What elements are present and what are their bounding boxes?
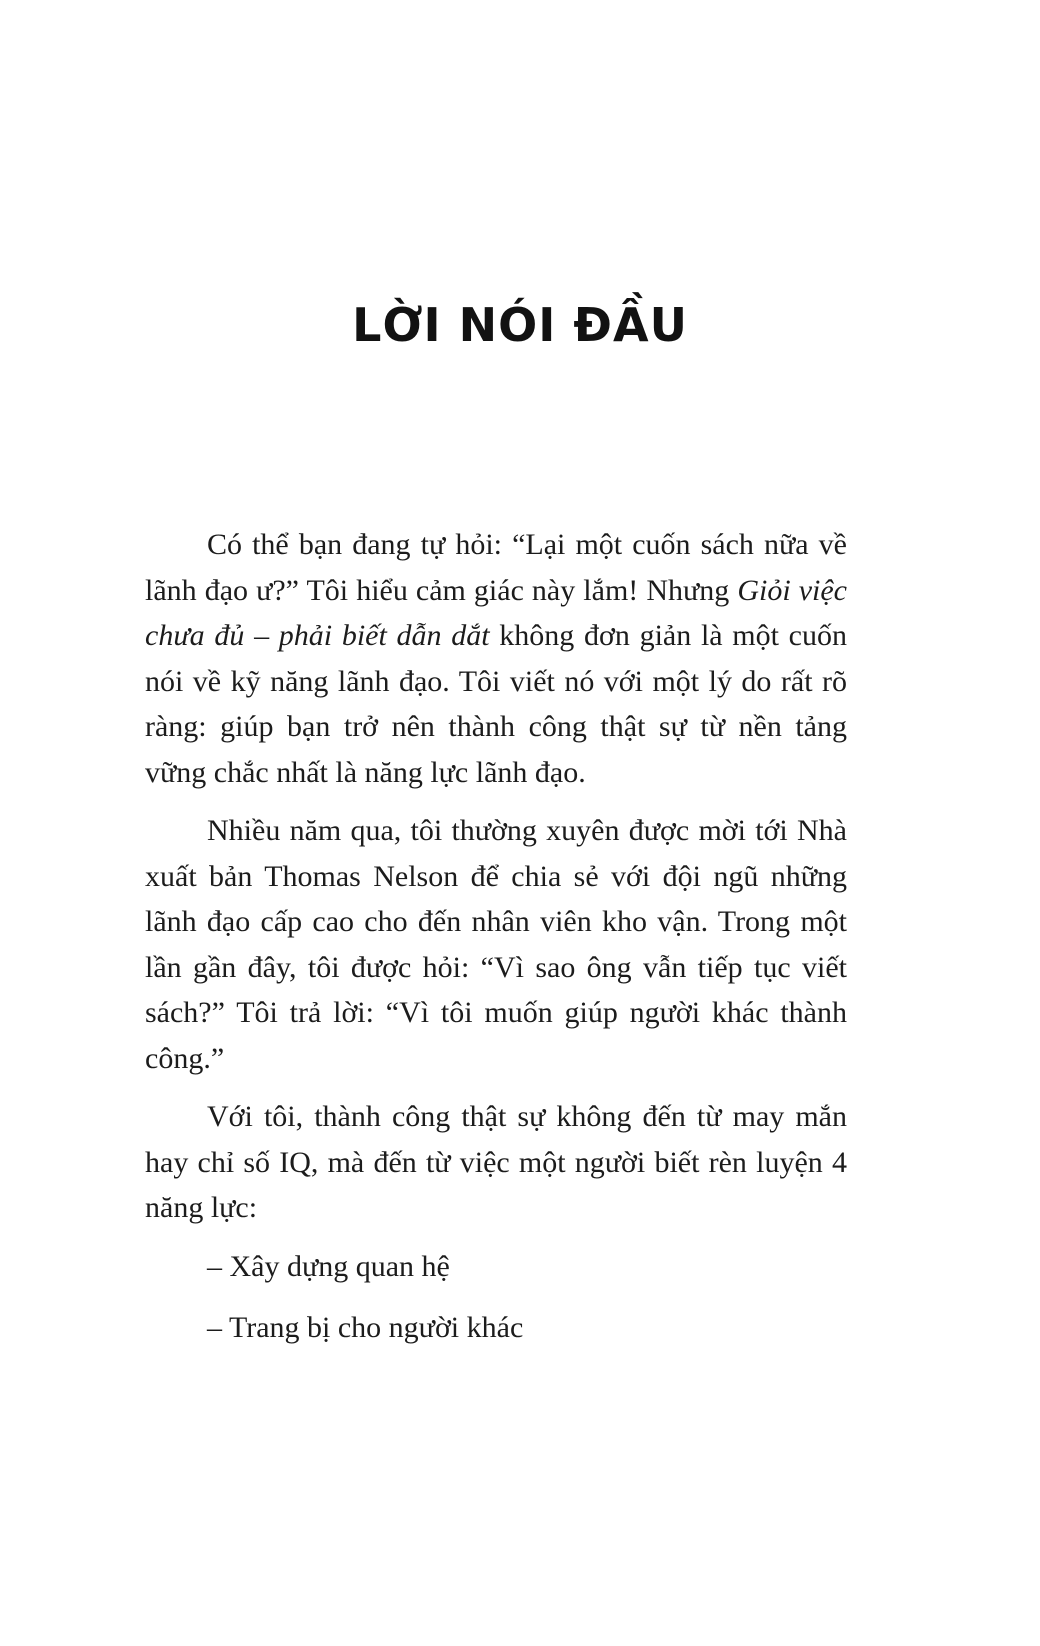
list-item — [145, 1305, 847, 1351]
text-segment: không đơn giản là một cuốn nói về kỹ năng lãnh đạo. Tôi viết nó với một lý do rất rõ ràng: giúp bạn trở nên thành công thật sự từ nền tảng vững chắc nhất là năng lực lãnh đạo. — [145, 619, 847, 789]
text-segment: Nhiều năm qua, tôi thường xuyên được mời tới Nhà xuất bản Thomas Nelson để chia sẻ với đội ngũ những lãnh đạo cấp cao cho đến nhân viên kho vận. Trong một lần gần đây, tôi được hỏi: “Vì sao ông vẫn tiếp tục viết sách?” Tôi trả lời: “Vì tôi muốn giúp người khác thành công.” — [145, 814, 847, 1075]
paragraph — [145, 1094, 847, 1231]
page-body — [145, 522, 847, 1367]
page-title: LỜI NÓI ĐẦU — [352, 298, 688, 352]
text-segment: – Xây dựng quan hệ — [207, 1249, 450, 1283]
italic-text-segment: Giỏi việc chưa đủ – phải biết dẫn dắt — [145, 573, 847, 652]
paragraph — [145, 522, 847, 795]
text-segment: Có thể bạn đang tự hỏi: “Lại một cuốn sách nữa về lãnh đạo ư?” Tôi hiểu cảm giác này lắm! Nhưng — [145, 528, 847, 607]
list-item — [145, 1244, 847, 1290]
paragraph — [145, 808, 847, 1081]
text-segment: Với tôi, thành công thật sự không đến từ may mắn hay chỉ số IQ, mà đến từ việc một người biết rèn luyện 4 năng lực: — [145, 1100, 847, 1224]
text-segment: – Trang bị cho người khác — [207, 1311, 524, 1344]
